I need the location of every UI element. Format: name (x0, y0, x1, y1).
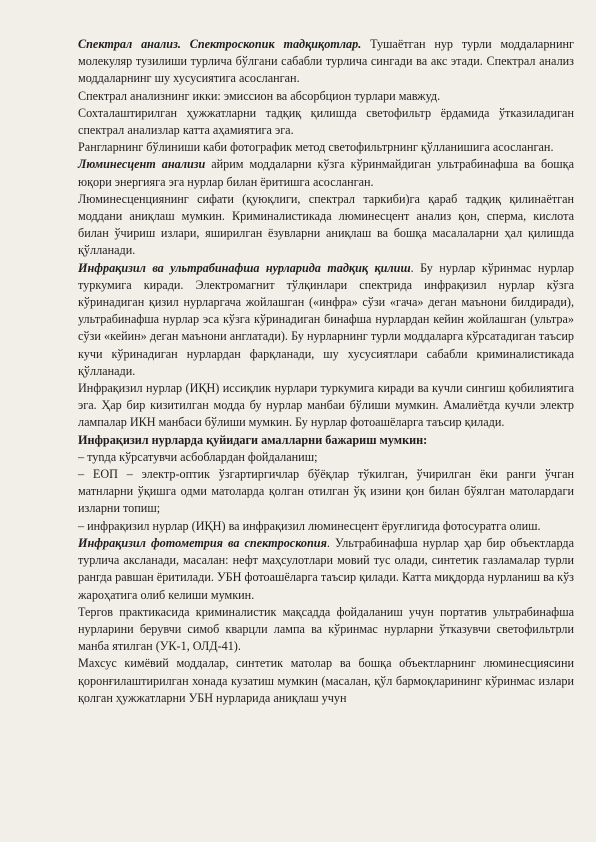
paragraph-text: Спектрал анализнинг икки: эмиссион ва абсорбцион турлари мавжуд. (78, 88, 441, 103)
paragraph-text: айрим моддаларни кўзга кўринмайдиган ультрабинафша ва бошқа юқори энергияга эга нурлар билан ёритишга асосланган. (78, 157, 574, 189)
paragraph-text: Люминесценциянинг сифати (қуюқлиги, спектрал таркиби)га қараб тадқиқ қилинаётган моддани аниқлаш мумкин. Криминалистикада люминесцент анализ қон, сперма, кислота билан ўчириш излари, яширилган ёзувларни аниқлаш ва бошқа масалаларни ҳал қилишда қўлланади. (78, 191, 574, 258)
paragraph-types (78, 88, 574, 105)
paragraph-infrared-rays (78, 380, 574, 432)
section-heading-infrared-uv: Инфрақизил ва ультрабинафша нурларида тадқиқ қилиш (78, 260, 411, 275)
paragraph-text: . Ультрабинафша нурлар ҳар бир объектларда турлича аксланади, масалан: нефт маҳсулотлари мовий тус олади, синтетик газламалар турли рангда равшан ёритилади. УБН фотоашёларга таъсир қилади. Катта миқдорда нурланиш ва кўз жароҳатига олиб келиши мумкин. (78, 535, 574, 602)
paragraph-special-substances (78, 655, 574, 707)
paragraph-text: . Бу нурлар кўринмас нурлар туркумига киради. Электромагнит тўлқинлари спектрида инфрақизил нурлар кўзга кўринадиган қизил нурларгача жойлашган («инфра» сўзи «гача» деган маънони билдиради), ультрабинафша нурлар эса кўзга кўринадиган бинафша нурлардан кейин жойлашган (ультра» сўзи «кейин» деган маънони англатади). Бу нурларнинг турли моддаларга кўрсатадиган таъсир кучи кўринадиган нурлардан фарқланади, шу хусусиятлари сабабли криминалистикада қўлланади. (78, 260, 574, 378)
section-heading-luminescent: Люминесцент анализи (78, 157, 206, 172)
paragraph-text: – инфрақизил нурлар (ИҚН) ва инфрақизил люминесцент ёруғлигида фотосуратга олиш. (78, 518, 541, 533)
paragraph-forged-docs (78, 105, 574, 139)
paragraph-text: Инфрақизил нурлар (ИҚН) иссиқлик нурлари туркумига киради ва кучли сингиш қобилиятига эга. Ҳар бир кизитилган модда бу нурлар манбаи бўлиши мумкин. Амалиётда кучли электр лампалар ИКН манбаси бўлиши мумкин. Бу нурлар фотоашёларга таъсир қилади. (78, 381, 574, 430)
paragraph-colour-separation (78, 139, 574, 156)
list-item (78, 466, 574, 518)
paragraph-spectral-analysis (78, 36, 574, 88)
paragraph-luminescent (78, 156, 574, 190)
list-item (78, 449, 574, 466)
paragraph-luminescence-quality (78, 191, 574, 260)
paragraph-infrared-uv (78, 260, 574, 380)
paragraph-text: Сохталаштирилган ҳужжатларни тадқиқ қилишда светофильтр ёрдамида ўтказиладиган спектрал анализлар катта аҳамиятига эга. (78, 105, 574, 138)
paragraph-text: – туnда кўрсатувчи асбоблардан фойдаланиш; (78, 449, 318, 464)
paragraph-text: Тергов практикасида криминалистик мақсадда фойдаланиш учун портатив ультрабинафша нурларини берувчи симоб кварцли лампа ва кўринмас нурларни ўтказувчи светофильтрли манба ятилган (УК-1, ОЛД-41). (78, 604, 574, 654)
section-heading-spectral: Спектрал анализ. Спектроскопик тадқиқотлар. (78, 37, 362, 51)
paragraph-text: Махсус кимёвий моддалар, синтетик матолар ва бошқа объектларнинг люминесциясини қоронғилаштирилган хонада кузатиш мумкин (масалан, қўл бармоқларининг кўринмас излари қолган ҳужжатларни УБН нурларида аниқлаш учун (78, 656, 574, 705)
subheading-infrared-tasks: Инфрақизил нурларда қуйидаги амалларни бажариш мумкин: (78, 432, 428, 447)
paragraph-text: – ЕОП – электр-оптик ўзгартиргичлар бўёқлар тўкилган, ўчирилган ёки ранги ўчган матнларни ўқишга одми матоларда қолган отилган ўқ изини қон билан бўялган матолардаги изларни топиш; (78, 467, 574, 516)
paragraph-photometry (78, 535, 574, 604)
section-heading-photometry: Инфрақизил фотометрия ва спектроскопия (78, 535, 327, 550)
list-item (78, 518, 574, 535)
paragraph-text: Тушаётган нур турли моддаларнинг молекуляр тузилиши турлича бўлгани сабабли турлича сингади ва акс этади. Спектрал анализ моддаларнинг шу хусусиятига асосланган. (78, 37, 574, 86)
paragraph-infrared-tasks (78, 432, 574, 449)
paragraph-investigation-practice (78, 604, 574, 656)
paragraph-text: Рангларнинг бўлиниши каби фотографик метод светофильтрнинг қўлланишига асосланган. (78, 140, 554, 155)
